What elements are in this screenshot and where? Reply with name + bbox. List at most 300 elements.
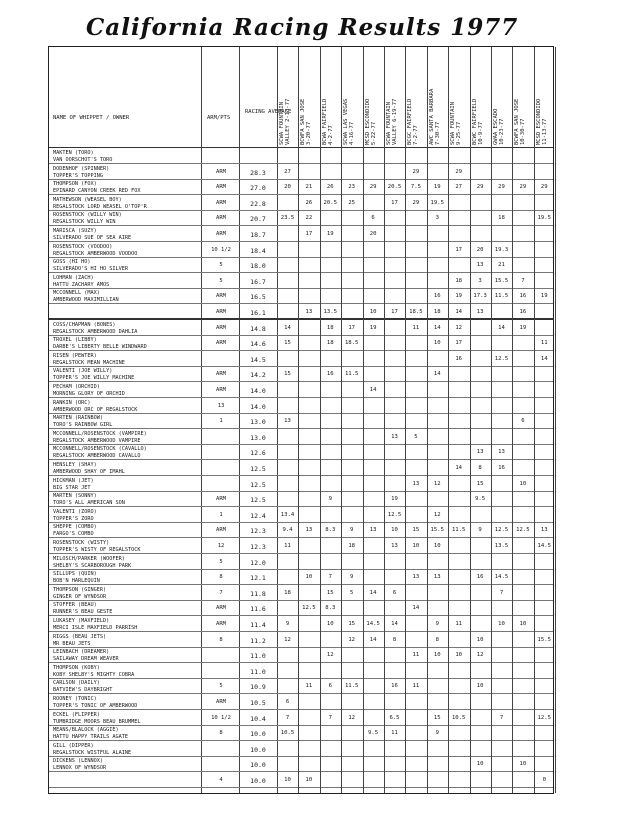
event-score: 18 xyxy=(433,309,441,315)
table-row xyxy=(49,305,553,320)
event-score: 14 xyxy=(369,636,377,643)
table-row xyxy=(49,461,553,476)
event-score: 29 xyxy=(369,184,377,191)
page-title: California Racing Results 1977 xyxy=(86,14,519,41)
owner-name: LOHMAN (ZACH) xyxy=(53,274,94,281)
event-score: 10 xyxy=(305,777,313,783)
event-score: 12 xyxy=(326,652,334,659)
event-score: 13 xyxy=(305,309,313,315)
event-score: 7 xyxy=(499,714,504,721)
racing-average: 12.5 xyxy=(250,496,266,505)
event-score: 7 xyxy=(328,714,332,721)
arm-points: ARM xyxy=(216,371,226,378)
whippet-name: HATTU ZACHARY AMOS xyxy=(53,281,110,288)
event-score: 10 xyxy=(305,574,313,581)
event-score: 11.5 xyxy=(344,371,359,378)
event-score: 10 xyxy=(284,777,291,783)
racing-average: 11.6 xyxy=(250,605,266,614)
event-score: 29 xyxy=(519,184,527,191)
owner-name: MCCONNELL/ROSENSTOCK (VAMPIRE) xyxy=(53,430,147,437)
event-score: 10.5 xyxy=(280,730,295,737)
arm-points: ARM xyxy=(216,324,226,331)
event-score: 19 xyxy=(369,324,377,331)
owner-name: MARTEN (RAINBOW) xyxy=(53,415,103,422)
table-row xyxy=(49,570,553,585)
whippet-name: AMBERWOOD ORC OF REGALSTOCK xyxy=(53,406,138,413)
event-score: 18 xyxy=(284,589,291,596)
event-score: 13 xyxy=(369,527,377,534)
whippet-name: SHELBY'S SCARBOROUGH PARK xyxy=(53,562,132,569)
event-score: 18 xyxy=(326,324,334,331)
event-score: 13.4 xyxy=(280,511,295,518)
whippet-name: DARBE'S LIBERTY BELLE WINDWARD xyxy=(53,344,147,351)
event-score: 8.3 xyxy=(325,605,336,612)
whippet-name: AMBERWOOD MAXIMILLIAN xyxy=(53,297,119,304)
event-score: 5 xyxy=(350,589,354,596)
arm-points: 12 xyxy=(217,543,225,549)
event-score: 10 xyxy=(433,543,441,549)
event-score: 19 xyxy=(433,184,441,191)
event-score: 12 xyxy=(433,480,441,487)
arm-points: ARM xyxy=(216,309,226,315)
event-score: 9 xyxy=(478,527,482,534)
event-score: 11 xyxy=(412,683,420,690)
event-score: 13 xyxy=(476,449,484,456)
event-score: 11 xyxy=(455,621,463,627)
event-score: 17 xyxy=(348,324,356,331)
owner-name: STOFFER (BEAU) xyxy=(53,602,97,609)
table-row xyxy=(49,352,553,367)
event-score: 6 xyxy=(285,699,290,705)
whippet-name: MR BEAU JETS xyxy=(53,640,91,647)
event-score: 20.5 xyxy=(323,199,338,206)
whippet-name: TOPPER'S WISTY OF REGALSTOCK xyxy=(53,547,141,553)
whippet-name: BOB'N HARLEQUIN xyxy=(53,578,100,585)
racing-average: 14.5 xyxy=(250,355,266,364)
owner-name: SILLUPS (QUIN) xyxy=(53,571,97,578)
whippet-name: SILVERADO'S HI HO SILVER xyxy=(53,266,128,273)
whippet-name: AMBERWOOD SHAY OF IMAHL xyxy=(53,469,125,475)
event-score: 10.5 xyxy=(451,714,466,721)
event-score: 13 xyxy=(305,527,313,534)
table-row xyxy=(49,383,553,398)
event-score: 12.5 xyxy=(387,511,402,518)
event-score: 23 xyxy=(348,184,356,191)
owner-name: SHEPPE (COMBO) xyxy=(53,524,97,531)
event-score: 29 xyxy=(412,199,420,206)
owner-name: GOSS (HI HO) xyxy=(53,259,91,266)
event-score: 11 xyxy=(305,683,313,690)
racing-average: 12.1 xyxy=(250,574,266,583)
event-score: 10 xyxy=(519,480,527,487)
event-score: 18 xyxy=(326,340,334,347)
event-column-header: BCGC FAIRFIELD 7-2-77 xyxy=(407,98,420,145)
whippet-name: MORNING GLORY OF ORCHID xyxy=(53,391,125,397)
event-score: 11 xyxy=(412,652,420,659)
event-score: 16 xyxy=(326,371,334,378)
event-score: 10 xyxy=(326,621,334,627)
whippet-name: GINGER OF WYNDSOR xyxy=(53,593,107,600)
arm-points: 1 xyxy=(219,511,223,518)
event-score: 12 xyxy=(455,324,463,331)
event-score: 14.5 xyxy=(494,574,509,581)
event-score: 18.5 xyxy=(409,309,423,315)
event-score: 12 xyxy=(476,652,484,659)
table-row xyxy=(49,445,553,460)
owner-name: MARTEN (SONNY) xyxy=(53,493,97,500)
event-score: 19 xyxy=(455,293,463,300)
whippet-name: TOPPER'S ZORO xyxy=(53,515,94,522)
event-score: 12 xyxy=(348,714,356,721)
event-score: 12.5 xyxy=(537,714,552,721)
racing-average: 13.0 xyxy=(250,433,266,442)
event-score: 23.5 xyxy=(280,215,295,222)
event-score: 13 xyxy=(476,309,484,315)
whippet-name: BATVIEW'S DAYBRIGHT xyxy=(53,687,113,694)
whippet-name: REGALSTOCK LORD WEASEL O'TOP'R xyxy=(53,203,147,210)
event-score: 15 xyxy=(412,527,420,534)
column-divider xyxy=(491,47,492,793)
event-score: 16 xyxy=(391,683,398,690)
event-score: 3 xyxy=(478,277,482,284)
event-score: 27 xyxy=(284,168,291,175)
average-column-header: RACING AVERAGE xyxy=(245,109,292,115)
table-row xyxy=(49,492,553,507)
event-score: 19.5 xyxy=(537,215,552,222)
whippet-name: REGALSTOCK MEAN MACHINE xyxy=(53,359,125,366)
event-score: 20 xyxy=(476,246,484,253)
event-score: 13 xyxy=(284,418,291,425)
column-divider xyxy=(555,47,556,793)
table-row xyxy=(49,165,553,180)
whippet-name: SILVERADO SUE OF SEA AIRE xyxy=(53,235,132,241)
event-score: 9 xyxy=(285,621,290,627)
event-score: 8 xyxy=(392,636,397,643)
event-score: 15 xyxy=(284,340,291,347)
event-score: 7 xyxy=(328,574,332,581)
event-column-header: SCWA FOUNTAIN VALLEY 6-19-77 xyxy=(386,98,398,145)
event-score: 6 xyxy=(328,683,332,690)
event-score: 16 xyxy=(455,355,463,362)
event-score: 20 xyxy=(284,184,291,191)
racing-average: 18.7 xyxy=(250,231,266,239)
event-score: 10 xyxy=(433,340,441,347)
event-score: 9.4 xyxy=(282,527,293,534)
arm-points: ARM xyxy=(216,293,226,300)
whippet-name: BIG STAR JET xyxy=(53,484,91,491)
event-score: 19 xyxy=(326,231,334,237)
event-score: 10 xyxy=(391,527,398,534)
owner-name: RISEN (PEWTER) xyxy=(53,352,97,359)
racing-average: 13.0 xyxy=(250,418,266,427)
table-row xyxy=(49,679,553,694)
arm-points: ARM xyxy=(216,215,226,222)
column-divider xyxy=(341,47,342,793)
event-column-header: BCWC FAIRFIELD 10-9-77 xyxy=(471,98,484,145)
arm-points: 8 xyxy=(219,730,223,737)
event-score: 8.3 xyxy=(325,527,336,534)
event-score: 22 xyxy=(305,215,313,222)
event-score: 14 xyxy=(433,371,441,378)
racing-average: 14.0 xyxy=(250,402,266,411)
racing-average: 28.3 xyxy=(250,168,266,177)
event-score: 29 xyxy=(412,168,420,175)
event-score: 10 xyxy=(476,636,484,643)
event-score: 10 xyxy=(519,621,527,627)
racing-average: 14.2 xyxy=(250,371,266,380)
event-score: 29 xyxy=(455,168,463,175)
racing-average: 10.0 xyxy=(250,730,266,739)
event-score: 13 xyxy=(412,480,420,487)
table-row xyxy=(49,180,553,195)
event-score: 13 xyxy=(412,574,420,581)
event-score: 14 xyxy=(455,465,463,471)
event-score: 3 xyxy=(435,215,439,222)
event-score: 16 xyxy=(433,293,441,300)
column-divider xyxy=(534,47,535,793)
arm-points: 8 xyxy=(219,636,223,643)
table-row xyxy=(49,695,553,710)
event-score: 6 xyxy=(371,215,375,222)
event-column-header: SCWA FOUNTAIN VALLEY 2-13-77 xyxy=(279,98,291,145)
event-score: 10 xyxy=(412,543,420,549)
whippet-name: LENNOX OF WYNDSOR xyxy=(53,765,107,772)
owner-name: LUKASEY (MAXFIELD) xyxy=(53,618,110,624)
column-divider xyxy=(512,47,513,793)
table-row xyxy=(49,258,553,273)
event-column-header: BCWFA SAN JOSE 10-30-77 xyxy=(514,98,527,145)
event-score: 17.3 xyxy=(473,293,487,300)
event-score: 7 xyxy=(521,277,525,284)
event-column-header: GWAA ESCADO 10-23-77 xyxy=(493,108,505,145)
racing-average: 11.8 xyxy=(250,589,266,598)
event-score: 19 xyxy=(391,496,398,503)
arm-points: ARM xyxy=(216,387,226,393)
arm-points: ARM xyxy=(216,699,226,705)
event-score: 15 xyxy=(326,589,334,596)
event-score: 27 xyxy=(455,184,463,191)
racing-average: 18.4 xyxy=(250,246,266,255)
racing-average: 11.0 xyxy=(250,652,266,661)
table-row xyxy=(49,336,553,351)
table-row xyxy=(49,617,553,632)
table-row xyxy=(49,757,553,772)
event-score: 13.5 xyxy=(323,309,338,315)
whippet-name: MERCI ISLE MAXFIELD PARRISH xyxy=(53,625,138,631)
event-score: 14 xyxy=(369,589,377,596)
owner-name: MCCONNELL/ROSENSTOCK (CAVALLO) xyxy=(53,446,147,453)
racing-average: 16.5 xyxy=(250,293,266,302)
racing-average: 10.0 xyxy=(250,761,266,770)
racing-average: 16.7 xyxy=(250,277,266,286)
event-score: 18 xyxy=(455,277,463,284)
event-score: 12 xyxy=(348,636,356,643)
whippet-name: SAILAWAY DREAM WEAVER xyxy=(53,656,119,663)
arm-points: ARM xyxy=(216,168,226,175)
whippet-name: EPINARD CANYON CREEK RED FOX xyxy=(53,188,141,195)
event-score: 19.3 xyxy=(494,246,509,253)
owner-name: VALENTI (JOE WILLY) xyxy=(53,368,113,375)
event-score: 5 xyxy=(414,433,418,440)
event-score: 7 xyxy=(285,714,290,721)
whippet-name: TOPPER'S TONIC OF AMBERWOOD xyxy=(53,703,138,709)
event-score: 7.5 xyxy=(410,184,421,191)
event-score: 14 xyxy=(391,621,398,627)
event-score: 11 xyxy=(284,543,291,549)
table-row xyxy=(49,321,553,336)
racing-average: 12.5 xyxy=(250,480,266,489)
whippet-name: FARGO'S COMBO xyxy=(53,531,94,538)
table-row xyxy=(49,430,553,445)
arm-points: 1 xyxy=(219,418,223,425)
event-score: 13 xyxy=(540,527,548,534)
event-column-header: BCWFA SAN JOSE 3-20-77 xyxy=(300,98,313,145)
event-score: 26 xyxy=(326,184,334,191)
event-score: 12 xyxy=(433,511,441,518)
whippet-name: TOPPER'S JOE WILLY MACHINE xyxy=(53,375,135,382)
event-score: 10 xyxy=(498,621,505,627)
event-score: 19 xyxy=(519,324,527,331)
racing-average: 12.5 xyxy=(250,465,266,473)
owner-name: THOMPSON (KOBY) xyxy=(53,664,100,671)
event-score: 12.5 xyxy=(494,355,509,362)
owner-name: RIGGS (BEAU JETS) xyxy=(53,633,107,640)
whippet-name: TORO'S ALL AMERICAN SON xyxy=(53,500,125,507)
racing-average: 10.5 xyxy=(250,699,266,707)
event-score: 12.5 xyxy=(302,605,316,612)
event-score: 14 xyxy=(455,309,463,315)
event-column-header: MCSD ESCONDIDO 11-13-77 xyxy=(535,98,548,145)
event-score: 9.5 xyxy=(368,730,379,737)
whippet-name: KOBY SHELBY'S MIGHTY COBRA xyxy=(53,671,135,678)
whippet-name: TOPPER'S TOPPING xyxy=(53,172,103,179)
event-column-header: BCWA FAIRFIELD 4-2-77 xyxy=(321,98,334,145)
event-score: 15.5 xyxy=(494,277,509,284)
event-score: 8 xyxy=(435,636,439,643)
owner-name: MEANS/BLALOCK (AGGIE) xyxy=(53,727,119,734)
event-score: 14 xyxy=(540,355,548,362)
event-score: 11 xyxy=(540,340,548,347)
event-column-header: MCSD ESCONDIDO 5-22-77 xyxy=(364,98,377,145)
arm-points: ARM xyxy=(216,199,226,206)
event-column-header: SCWA FOUNTAIN 9-25-77 xyxy=(450,101,463,145)
event-score: 18 xyxy=(498,215,505,222)
event-column-header: AWC SANTA BARBARA 7-30-77 xyxy=(428,88,441,145)
racing-average: 22.8 xyxy=(250,199,266,208)
table-row xyxy=(49,601,553,616)
name-column-header: NAME OF WHIPPET / OWNER xyxy=(53,115,130,121)
table-row xyxy=(49,508,553,523)
event-score: 10 xyxy=(369,309,377,315)
event-score: 11.5 xyxy=(451,527,466,534)
racing-average: 16.1 xyxy=(250,309,266,317)
arm-points: ARM xyxy=(216,527,226,534)
event-score: 29 xyxy=(540,184,548,191)
event-score: 14 xyxy=(369,387,377,393)
owner-name: HENSLEY (SHAY) xyxy=(53,462,97,468)
event-score: 9 xyxy=(328,496,332,503)
column-divider xyxy=(363,47,364,793)
event-score: 12.5 xyxy=(494,527,509,534)
table-row xyxy=(49,523,553,538)
event-score: 8 xyxy=(478,465,482,471)
owner-name: VALENTI (ZORO) xyxy=(53,508,97,515)
column-divider xyxy=(470,47,471,793)
event-score: 11.5 xyxy=(344,683,359,690)
owner-name: DODENHOF (SPINNER) xyxy=(53,165,110,172)
owner-name: HICKMAN (JET) xyxy=(53,477,94,484)
event-score: 9 xyxy=(435,621,439,627)
event-score: 16 xyxy=(519,293,527,300)
event-score: 14 xyxy=(498,324,505,331)
event-score: 14 xyxy=(412,605,420,612)
arm-column-header: ARM/PTS xyxy=(207,115,231,121)
owner-name: TROXEL (LIBBY) xyxy=(53,337,97,344)
event-score: 10 xyxy=(519,761,527,768)
event-score: 21 xyxy=(498,262,505,269)
table-row xyxy=(49,196,553,211)
owner-name: RANKIN (ORC) xyxy=(53,399,91,406)
header-divider xyxy=(49,147,553,148)
event-score: 9 xyxy=(350,527,354,534)
row-divider xyxy=(49,787,553,788)
racing-average: 14.6 xyxy=(250,340,266,349)
table-row xyxy=(49,773,553,788)
table-row xyxy=(49,726,553,741)
event-score: 20 xyxy=(369,231,377,237)
owner-name: MARISCA (SUZY) xyxy=(53,228,97,234)
arm-points: 5 xyxy=(219,683,223,690)
event-score: 6 xyxy=(392,589,397,596)
event-score: 12.5 xyxy=(516,527,530,534)
event-score: 17 xyxy=(391,199,398,206)
whippet-name: HATTU HAPPY TRAILS AGATE xyxy=(53,734,128,741)
owner-name: MILOSCH/PARKER (WOOFER) xyxy=(53,555,125,562)
event-column-header: SCWA LAS VEGAS 4-16-77 xyxy=(343,98,356,145)
arm-points: 5 xyxy=(219,277,223,284)
table-row xyxy=(49,664,553,679)
racing-average: 20.7 xyxy=(250,215,266,224)
whippet-name: REGALSTOCK WISTFUL ALAINE xyxy=(53,749,132,756)
arm-points: ARM xyxy=(216,231,226,237)
event-score: 16 xyxy=(498,465,505,471)
event-score: 13.5 xyxy=(494,543,509,549)
owner-name: MCCONNELL (MAX) xyxy=(53,290,100,297)
event-score: 6 xyxy=(521,418,525,425)
event-score: 12 xyxy=(284,636,291,643)
owner-name: CARLSON (DAILY) xyxy=(53,680,100,687)
event-score: 19.5 xyxy=(430,199,445,206)
event-score: 21 xyxy=(305,184,313,191)
event-score: 13 xyxy=(391,433,398,440)
event-score: 17 xyxy=(391,309,398,315)
event-score: 19 xyxy=(540,293,548,300)
whippet-name: REGALSTOCK AMBERWOOD CAVALLO xyxy=(53,453,141,460)
racing-average: 10.0 xyxy=(250,777,266,785)
arm-points: 10 1/2 xyxy=(211,714,231,721)
event-score: 9 xyxy=(350,574,354,581)
results-table xyxy=(48,46,554,794)
event-score: 10 xyxy=(476,761,484,768)
arm-points: 4 xyxy=(219,777,223,783)
racing-average: 18.0 xyxy=(250,262,266,271)
event-score: 13 xyxy=(433,574,441,581)
table-row xyxy=(49,399,553,414)
column-divider xyxy=(448,47,449,793)
racing-average: 14.8 xyxy=(250,324,266,333)
event-score: 11 xyxy=(412,324,420,331)
event-score: 9 xyxy=(435,730,439,737)
